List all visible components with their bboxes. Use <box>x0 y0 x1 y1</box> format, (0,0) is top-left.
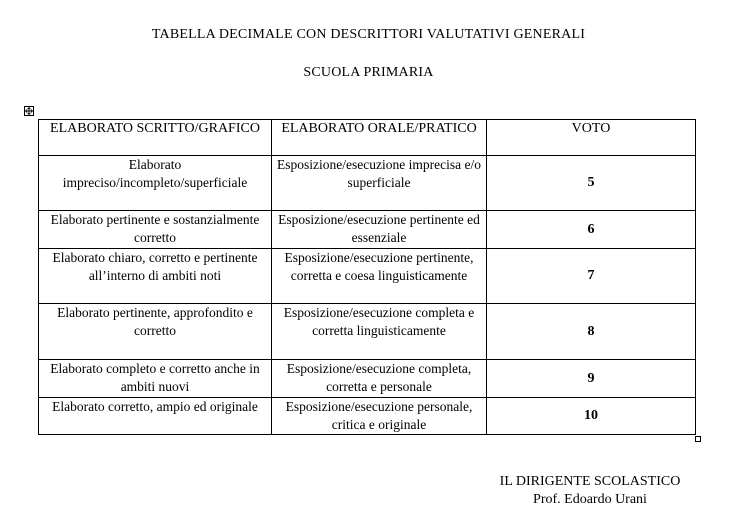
cell-written: Elaborato completo e corretto anche in ambiti nuovi <box>39 360 272 398</box>
table-resize-handle[interactable] <box>695 436 701 442</box>
table-header-row <box>39 120 696 156</box>
grade-table <box>38 119 696 435</box>
table-row <box>39 211 696 249</box>
cell-written: Elaborato corretto, ampio ed originale <box>39 398 272 435</box>
table-row <box>39 249 696 304</box>
cell-written: Elaborato impreciso/incompleto/superficiale <box>39 156 272 211</box>
table-row <box>39 156 696 211</box>
cell-vote: 10 <box>487 398 696 435</box>
cell-vote: 6 <box>487 211 696 249</box>
document-title: TABELLA DECIMALE CON DESCRITTORI VALUTATIVI GENERALI <box>151 27 586 42</box>
cell-vote: 8 <box>487 304 696 360</box>
cell-oral: Esposizione/esecuzione personale, critica e originale <box>272 398 487 435</box>
cell-vote: 9 <box>487 360 696 398</box>
document-subtitle: SCUOLA PRIMARIA <box>303 65 434 80</box>
header-vote: VOTO <box>487 120 696 156</box>
cell-oral: Esposizione/esecuzione pertinente ed essenziale <box>272 211 487 249</box>
table-row <box>39 360 696 398</box>
cell-written: Elaborato chiaro, corretto e pertinente all’interno di ambiti noti <box>39 249 272 304</box>
cell-vote: 7 <box>487 249 696 304</box>
cell-oral: Esposizione/esecuzione pertinente, corretta e coesa linguisticamente <box>272 249 487 304</box>
cell-oral: Esposizione/esecuzione completa e corretta linguisticamente <box>272 304 487 360</box>
header-written: ELABORATO SCRITTO/GRAFICO <box>39 120 272 156</box>
table-row <box>39 304 696 360</box>
table-move-handle-icon[interactable] <box>24 106 34 116</box>
signature-name: Prof. Edoardo Urani <box>533 492 647 507</box>
table-row <box>39 398 696 435</box>
cell-vote: 5 <box>487 156 696 211</box>
cell-written: Elaborato pertinente e sostanzialmente corretto <box>39 211 272 249</box>
cell-oral: Esposizione/esecuzione imprecisa e/o superficiale <box>272 156 487 211</box>
header-oral: ELABORATO ORALE/PRATICO <box>272 120 487 156</box>
cell-oral: Esposizione/esecuzione completa, corretta e personale <box>272 360 487 398</box>
cell-written: Elaborato pertinente, approfondito e corretto <box>39 304 272 360</box>
four-arrows-icon <box>25 107 33 115</box>
signature-role: IL DIRIGENTE SCOLASTICO <box>499 474 681 489</box>
